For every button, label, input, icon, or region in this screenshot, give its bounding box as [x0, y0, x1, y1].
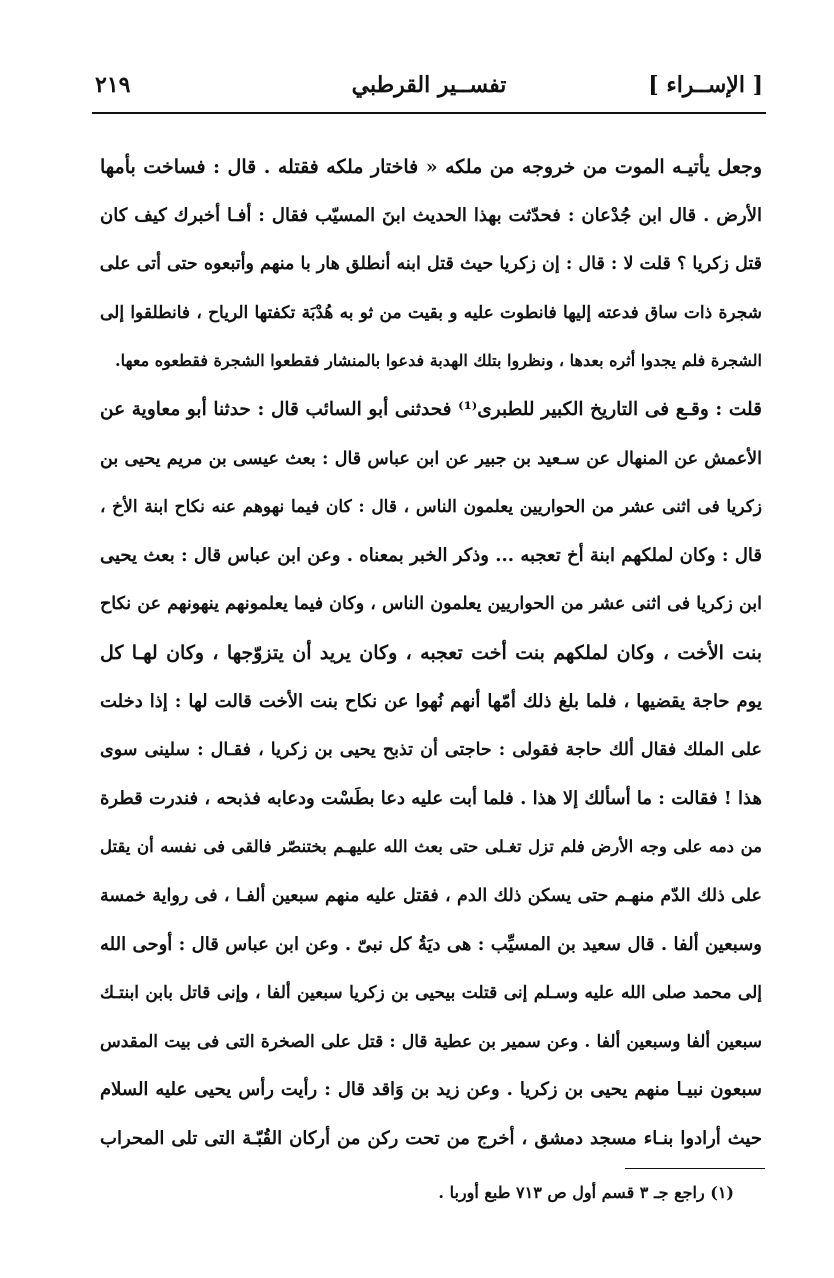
header-divider	[92, 112, 766, 114]
text-line: الأعمش عن المنهال عن سـعيد بن جبير عن ابن عباس قال : بعث عيسى بن مريم يحيى بن	[100, 448, 762, 469]
text-line: حيث أرادوا بنـاء مسجد دمشق ، أخرج من تحت ركن من أركان القُبّـة التى تلى المحراب	[100, 1127, 762, 1149]
text-line: بنت الأخت ، وكان لملكهم بنت أخت تعجبه ، وكان يريد أن يتزوّجها ، وكان لهـا كل	[100, 641, 762, 664]
text-line: على الملك فقال ألك حاجة فقولى : حاجتى أن تذبح يحيى بن زكريا ، فقـال : سلينى سوى	[100, 740, 762, 761]
text-line: قلت : وقـع فى التاريخ الكبير للطبرى⁽¹⁾ فحدثنى أبو السائب قال : حدثنا أبو معاوية عن	[100, 398, 762, 420]
text-line: قال : وكان لملكهم ابنة أخ تعجبه ... وذكر الخبر بمعناه . وعن ابن عباس قال : بعث يحيى	[100, 544, 762, 566]
text-line: من دمه على وجه الأرض فلم تزل تغـلى حتى بعث الله عليهـم بختنصّر فالقى فى نفسه أن يقتل	[100, 837, 762, 857]
text-line: قتل زكريا ؟ قلت لا : قال : إن زكريا حيث قتل ابنه أنطلق هار با منهم وأتبعوه حتى أتى على	[100, 254, 762, 275]
text-line: ابن زكريا فى اثنى عشر من الحواريين يعلمون الناس ، وكان فيما يعلمونهم ينهونهم عن نكاح	[100, 594, 762, 615]
text-line: الشجرة فلم يجدوا أثره بعدها ، ونظروا بتلك الهدبة فدعوا بالمنشار فقطعوا الشجرة فقطعوه معها.	[115, 351, 762, 371]
chapter-title: [ الإســراء ]	[648, 72, 763, 98]
text-line: هذا ! فقالت : ما أسألك إلا هذا . فلما أبت عليه دعا بطَسْت ودعابه فذبحه ، فندرت قطرة	[100, 787, 762, 809]
text-line: على ذلك الدّم منهـم حتى يسكن ذلك الدم ، فقتل عليه منهم سبعين ألفـا ، فى رواية خمسة	[100, 885, 762, 906]
text-line: زكريا فى اثنى عشر من الحواريين يعلمون الناس ، قال : كان فيما نهوهم عنه نكاح ابنة الأخ ،	[100, 497, 762, 518]
body-text	[100, 143, 762, 1163]
page-number: ٢١٩	[95, 72, 131, 98]
page-header	[95, 66, 763, 110]
text-line: وجعل يأتيـه الموت من خروجه من ملكه « فاختار ملكه فقتله . قال : فساخت بأمها	[100, 156, 762, 178]
footnote: (١) راجع جـ ٣ قسم أول ص ٧١٣ طبع أوربا .	[438, 1183, 734, 1202]
text-line: شجرة ذات ساق فدعته إليها فانطوت عليه و بقيت من ثو به هُدْبَة تكفتها الرياح ، فانطلقوا إلى	[100, 302, 762, 323]
text-line: يوم حاجة يقضيها ، فلما بلغ ذلك أمّها أنهم نُهوا عن نكاح بنت الأخت قالت لها : إذا دخلت	[100, 690, 762, 712]
text-line: وسبعين ألفا . قال سعيد بن المسيِّب : هى ديَةُ كل نبىّ . وعن ابن عباس قال : أوحى الله	[100, 933, 762, 955]
footnote-divider	[625, 1168, 765, 1169]
text-line: الأرض . قال ابن جُدْعان : فحدّثت بهذا الحديث ابنَ المسيّب فقال : أفـا أخبرك كيف كان	[100, 204, 762, 226]
text-line: سبعين ألفا وسبعين ألفا . وعن سمير بن عطية قال : قتل على الصخرة التى فى بيت المقدس	[100, 1031, 762, 1052]
book-title: تفســير القرطبي	[351, 72, 507, 98]
text-line: إلى محمد صلى الله عليه وسـلم إنى قتلت بيحيى بن زكريا سبعين ألفا ، وإنى قاتل بابن ابنتـك	[100, 983, 762, 1004]
text-line: سبعون نبيـا منهم يحيى بن زكريا . وعن زيد بن وَاقد قال : رأيت رأس يحيى عليه السلام	[100, 1079, 762, 1101]
